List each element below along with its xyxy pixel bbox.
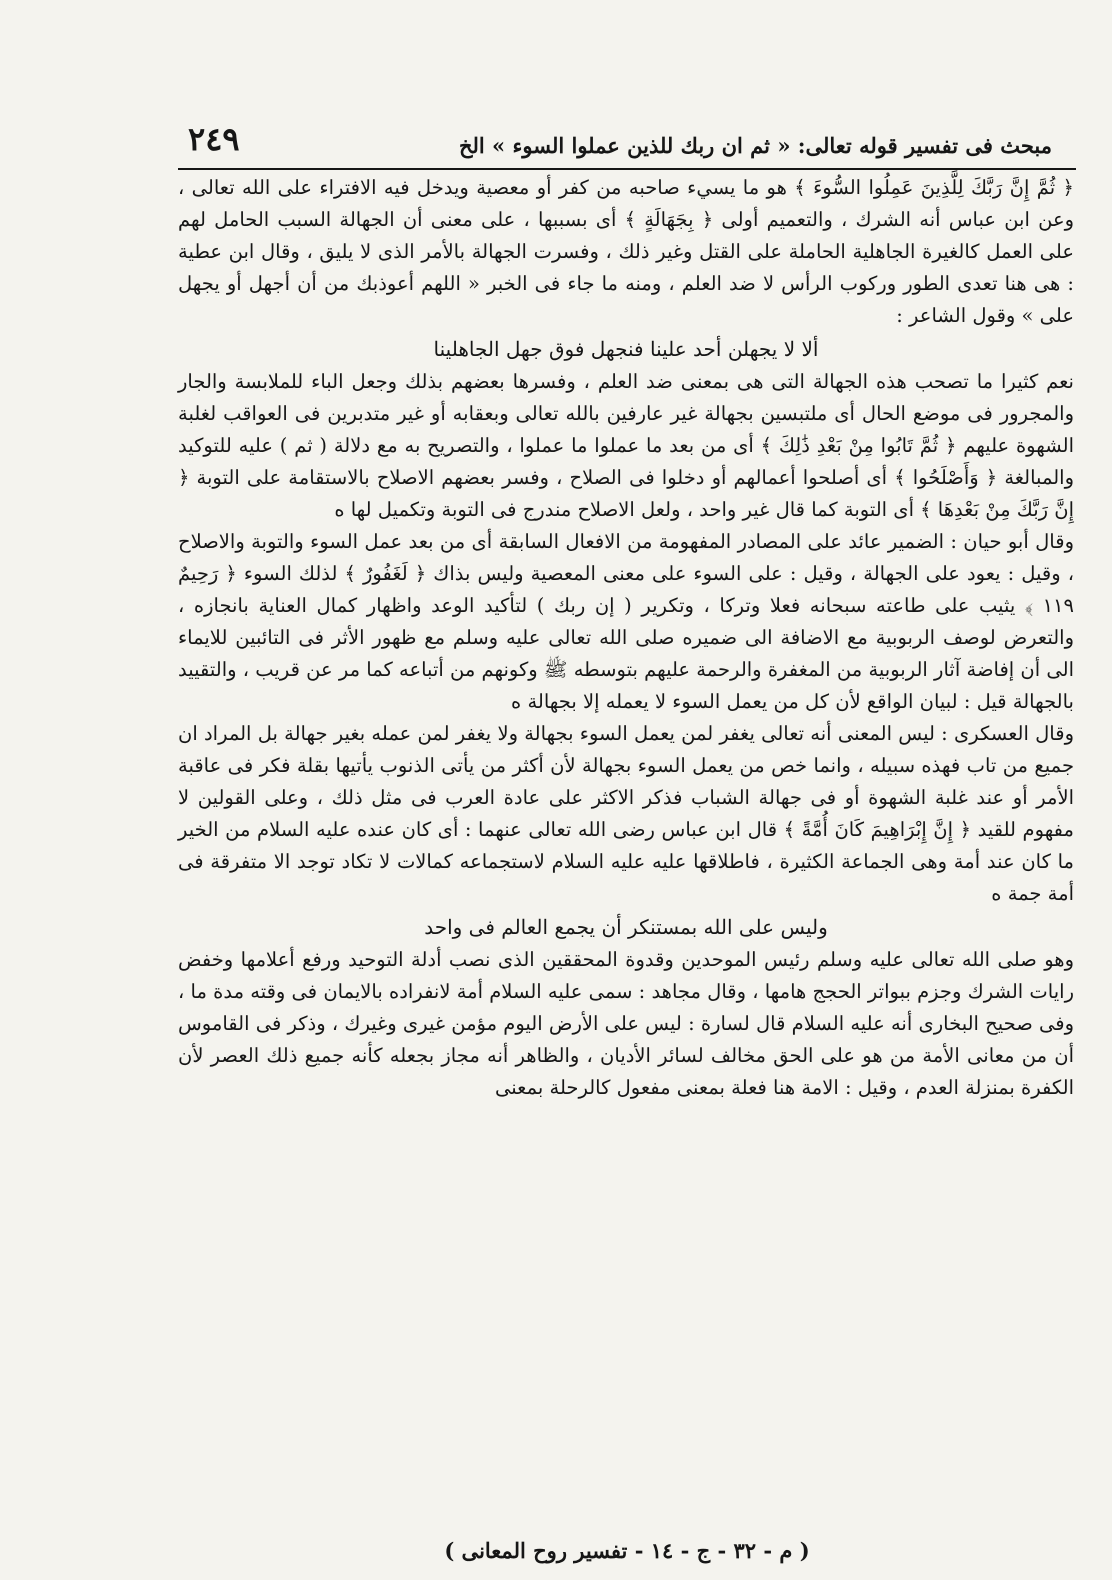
page-footer-signature: ( م - ٣٢ - ج - ١٤ - تفسير روح المعانى ): [444, 1538, 810, 1563]
page-number: ٢٤٩: [188, 120, 240, 158]
poetry-verse-1: ألا لا يجهلن أحد علينا فنجهل فوق جهل الجاهلينا: [433, 337, 819, 361]
paragraph-3: وقال أبو حيان : الضمير عائد على المصادر المفهومة من الافعال السابقة أى من بعد عمل السوء والتوبة والاصلاح ، وقيل : يعود على الجهالة ، وقيل : على السوء على معنى المعصية وليس بذاك ﴿ لَغَفُورٌ ﴾ لذلك السوء ﴿ رَحِيمٌ ١١٩ ﴾ يثيب على طاعته سبحانه فعلا وتركا ، وتكرير ( إن ربك ) لتأكيد الوعد واظهار كمال العناية بانجازه ، والتعرض لوصف الربوبية مع الاضافة الى ضميره صلى الله تعالى عليه وسلم مع ظهور الأثر فى التائبين للايماء الى أن إفاضة آثار الربوبية من المغفرة والرحمة عليهم بتوسطه ﷺ وكونهم من أتباعه كما مر عن قريب ، والتقييد بالجهالة قيل : لبيان الواقع لأن كل من يعمل السوء لا يعمله إلا بجهالة ه: [178, 530, 1074, 713]
page-header: [178, 112, 1076, 170]
paragraph-5: وهو صلى الله تعالى عليه وسلم رئيس الموحدين وقدوة المحققين الذى نصب أدلة التوحيد ورفع أعلامها وخفض رايات الشرك وجزم ببواتر الحجج هامها ، وقال مجاهد : سمى عليه السلام أمة لانفراده بالايمان فى وقته مدة ما ، وفى صحيح البخارى أنه عليه السلام قال لسارة : ليس على الأرض اليوم مؤمن غيرى وغيرك ، وذكر فى القاموس أن من معانى الأمة من هو على الحق مخالف لسائر الأديان ، والظاهر أنه مجاز بجعله كأنه جميع ذلك العصر لأن الكفرة بمنزلة العدم ، وقيل : الامة هنا فعلة بمعنى مفعول كالرحلة بمعنى: [178, 948, 1074, 1099]
paragraph-2: نعم كثيرا ما تصحب هذه الجهالة التى هى بمعنى ضد العلم ، وفسرها بعضهم بذلك وجعل الباء للملابسة والجار والمجرور فى موضع الحال أى ملتبسين بجهالة غير عارفين بالله تعالى وبعقابه أو غير متدبرين فى العواقب لغلبة الشهوة عليهم ﴿ ثُمَّ تَابُوا مِنْ بَعْدِ ذَٰلِكَ ﴾ أى من بعد ما عملوا ما عملوا ، والتصريح به مع دلالة ( ثم ) عليه للتوكيد والمبالغة ﴿ وَأَصْلَحُوا ﴾ أى أصلحوا أعمالهم أو دخلوا فى الصلاح ، وفسر بعضهم الاصلاح بالاستقامة على التوبة ﴿ إِنَّ رَبَّكَ مِنْ بَعْدِهَا ﴾ أى التوبة كما قال غير واحد ، ولعل الاصلاح مندرج فى التوبة وتكميل لها ه: [178, 370, 1074, 521]
paragraph-1: ﴿ ثُمَّ إِنَّ رَبَّكَ لِلَّذِينَ عَمِلُوا السُّوءَ ﴾ هو ما يسيء صاحبه من كفر أو معصية ويدخل فيه الافتراء على الله تعالى ، وعن ابن عباس أنه الشرك ، والتعميم أولى ﴿ بِجَهَالَةٍ ﴾ أى بسببها ، على معنى أن الجهالة السبب الحامل لهم على العمل كالغيرة الجاهلية الحاملة على القتل وغير ذلك ، وفسرت الجهالة بالأمر الذى لا يليق ، وقال ابن عطية : هى هنا تعدى الطور وركوب الرأس لا ضد العلم ، ومنه ما جاء فى الخبر « اللهم أعوذبك من أن أجهل أو يجهل على » وقول الشاعر :: [178, 176, 1074, 327]
paragraph-4: وقال العسكرى : ليس المعنى أنه تعالى يغفر لمن يعمل السوء بجهالة ولا يغفر لمن عمله بغير جهالة بل المراد ان جميع من تاب فهذه سبيله ، وانما خص من يعمل السوء بجهالة لأن أكثر من يأتى الذنوب يأتيها بقلة فكر فى عاقبة الأمر أو عند غلبة الشهوة أو فى جهالة الشباب فذكر الاكثر على عادة العرب فى مثل ذلك ، وعلى القولين لا مفهوم للقيد ﴿ إِنَّ إِبْرَاهِيمَ كَانَ أُمَّةً ﴾ قال ابن عباس رضى الله تعالى عنهما : أى كان عنده عليه السلام من الخير ما كان عند أمة وهى الجماعة الكثيرة ، فاطلاقها عليه عليه السلام لاستجماعه كمالات لا تكاد توجد الا متفرقة فى أمة جمة ه: [178, 722, 1074, 905]
poetry-verse-2: وليس على الله بمستنكر أن يجمع العالم فى واحد: [424, 915, 828, 939]
page-body: [178, 172, 1074, 1104]
running-title: مبحث فى تفسير قوله تعالى: « ثم ان ربك للذين عملوا السوء » الخ: [458, 133, 1052, 158]
